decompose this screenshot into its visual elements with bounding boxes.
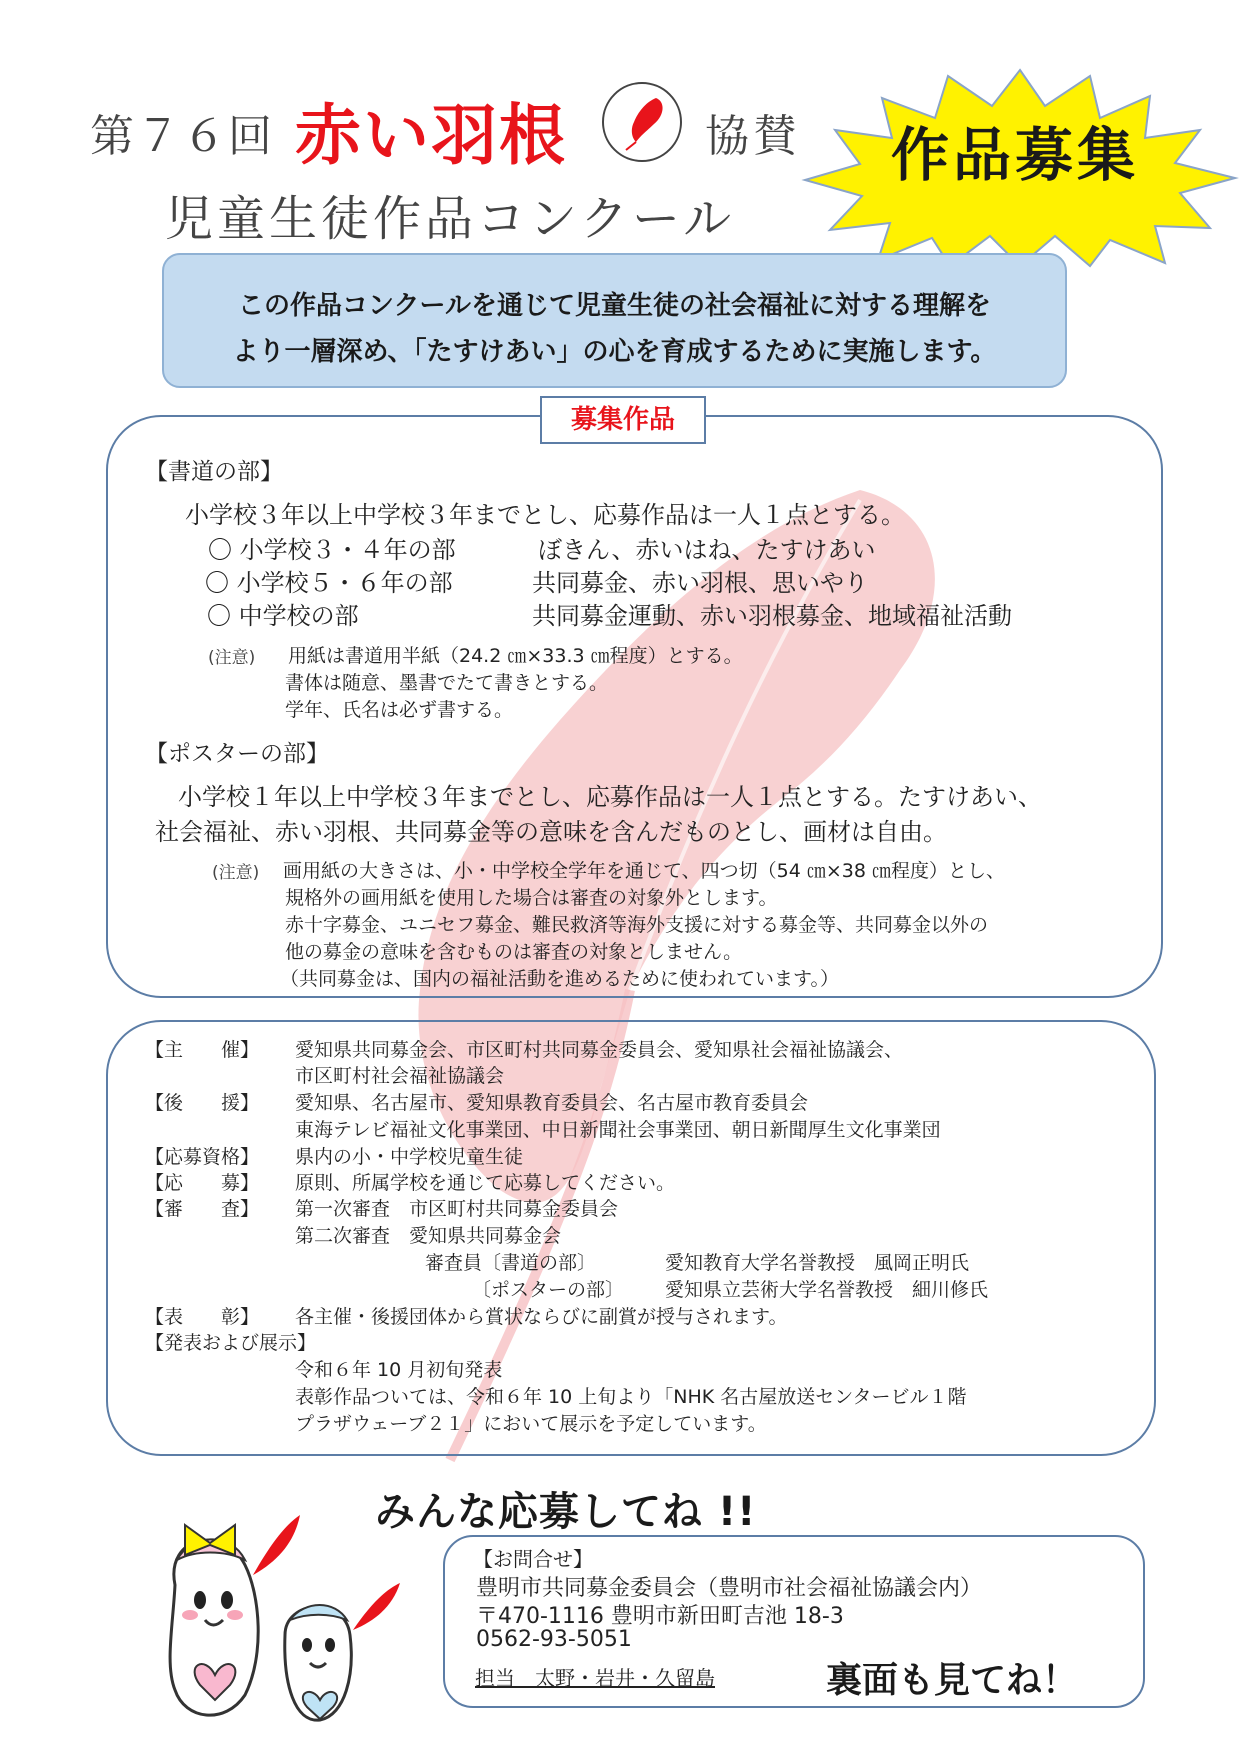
poster-note: 他の募金の意味を含むものは審査の対象としません。 xyxy=(285,941,743,963)
calligraphy-themes: ぼきん、赤いはね、たすけあい xyxy=(538,536,876,564)
contact-staff: 担当 太野・岩井・久留島 xyxy=(475,1666,715,1690)
intro-line: より一層深め、「たすけあい」の心を育成するために実施します。 xyxy=(232,337,997,367)
poster-note: 画用紙の大きさは、小・中学校全学年を通じて、四つ切（54 ㎝×38 ㎝程度）とし、 xyxy=(283,860,1005,882)
poster-heading: 【ポスターの部】 xyxy=(145,741,329,767)
apply-value: 原則、所属学校を通じて応募してください。 xyxy=(295,1172,676,1194)
judge-label: 〔ポスターの部〕 xyxy=(472,1279,625,1301)
recruit-label: 募集作品 xyxy=(540,396,706,444)
poster-note: 規格外の画用紙を使用した場合は審査の対象外とします。 xyxy=(285,887,778,909)
calligraphy-heading: 【書道の部】 xyxy=(145,459,283,485)
contact-org: 豊明市共同募金委員会（豊明市社会福祉協議会内） xyxy=(476,1576,983,1601)
poster-note: 赤十字募金、ユニセフ募金、難民救済等海外支援に対する募金等、共同募金以外の xyxy=(285,914,989,936)
eligibility-label: 【応募資格】 xyxy=(145,1146,260,1168)
calligraphy-themes: 共同募金、赤い羽根、思いやり xyxy=(532,569,868,597)
review-value: 第二次審査 愛知県共同募金会 xyxy=(295,1225,562,1247)
calligraphy-desc: 小学校３年以上中学校３年までとし、応募作品は一人１点とする。 xyxy=(185,501,905,529)
intro-box xyxy=(162,253,1067,388)
judge-value: 愛知教育大学名誉教授 風岡正明氏 xyxy=(665,1252,970,1274)
organizer-value: 愛知県共同募金会、市区町村共同募金委員会、愛知県社会福祉協議会、 xyxy=(295,1039,904,1061)
organizer-label: 【主 催】 xyxy=(145,1039,260,1061)
intro-line: この作品コンクールを通じて児童生徒の社会福祉に対する理解を xyxy=(238,291,991,321)
calligraphy-note: 学年、氏名は必ず書する。 xyxy=(285,699,514,721)
note-label: (注意) xyxy=(212,863,260,883)
back-side-note: 裏面も見てね！ xyxy=(826,1660,1079,1701)
support-value: 愛知県、名古屋市、愛知県教育委員会、名古屋市教育委員会 xyxy=(295,1092,809,1114)
award-value: 各主催・後援団体から賞状ならびに副賞が授与されます。 xyxy=(295,1306,788,1328)
note-label: (注意) xyxy=(208,648,256,668)
announce-label: 【発表および展示】 xyxy=(145,1332,317,1354)
judge-label: 審査員〔書道の部〕 xyxy=(425,1252,597,1274)
calligraphy-grade: 〇 中学校の部 xyxy=(207,602,359,630)
support-label: 【後 援】 xyxy=(145,1092,260,1114)
red-feather-title: 赤い羽根 xyxy=(295,97,567,174)
edition-title: 第７６回 xyxy=(90,111,274,162)
poster-desc: 社会福祉、赤い羽根、共同募金等の意味を含んだものとし、画材は自由。 xyxy=(155,818,947,846)
calligraphy-themes: 共同募金運動、赤い羽根募金、地域福祉活動 xyxy=(532,602,1012,630)
poster-desc: 小学校１年以上中学校３年までとし、応募作品は一人１点とする。たすけあい、 xyxy=(178,783,1042,811)
announce-value: 令和６年 10 月初旬発表 xyxy=(295,1359,503,1381)
eligibility-value: 県内の小・中学校児童生徒 xyxy=(295,1146,524,1168)
award-label: 【表 彰】 xyxy=(145,1306,260,1328)
contact-address: 〒470-1116 豊明市新田町吉池 18-3 xyxy=(476,1604,844,1629)
apply-label: 【応 募】 xyxy=(145,1172,260,1194)
review-label: 【審 査】 xyxy=(145,1198,260,1220)
contest-title: 児童生徒作品コンクール xyxy=(165,191,736,247)
review-value: 第一次審査 市区町村共同募金委員会 xyxy=(295,1198,619,1220)
mascot-characters-icon xyxy=(135,1505,435,1735)
call-to-action: みんな応募してね !! xyxy=(375,1489,757,1535)
contact-phone: 0562-93-5051 xyxy=(476,1627,632,1652)
calligraphy-grade: 〇 小学校５・６年の部 xyxy=(205,569,453,597)
burst-heading: 作品募集 xyxy=(890,121,1139,189)
contact-label: 【お問合せ】 xyxy=(473,1547,593,1571)
calligraphy-grade: 〇 小学校３・４年の部 xyxy=(208,536,456,564)
organizer-value: 市区町村社会福祉協議会 xyxy=(295,1065,505,1087)
judge-value: 愛知県立芸術大学名誉教授 細川修氏 xyxy=(665,1279,989,1301)
calligraphy-note: 用紙は書道用半紙（24.2 ㎝×33.3 ㎝程度）とする。 xyxy=(288,645,743,667)
sponsor-label: 協賛 xyxy=(705,111,801,162)
calligraphy-note: 書体は随意、墨書でたて書きとする。 xyxy=(285,672,609,694)
support-value: 東海テレビ福祉文化事業団、中日新聞社会事業団、朝日新聞厚生文化事業団 xyxy=(295,1119,941,1141)
announce-value: 表彰作品ついては、令和６年 10 上旬より「NHK 名古屋放送センタービル１階 xyxy=(295,1386,967,1408)
poster-note: （共同募金は、国内の福祉活動を進めるために使われています。） xyxy=(280,968,839,990)
announce-value: プラザウェーブ２１」において展示を予定しています。 xyxy=(295,1413,767,1435)
red-feather-logo-icon xyxy=(602,82,682,162)
